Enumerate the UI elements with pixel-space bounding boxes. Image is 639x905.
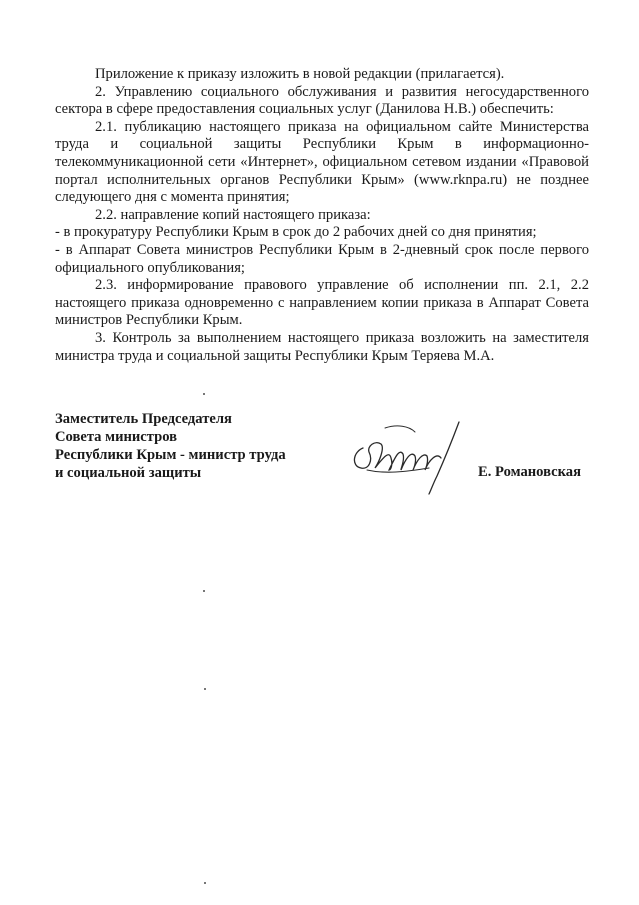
- paragraph-2: 2. Управлению социального обслуживания и развития негосударственного сектора в сфере предоставления социальных услуг (Данилова Н.В.) обеспечить:: [55, 83, 589, 118]
- paragraph-appendix: Приложение к приказу изложить в новой редакции (прилагается).: [95, 66, 505, 82]
- scan-speck: [203, 393, 205, 395]
- paragraph-2-1: 2.1. публикацию настоящего приказа на официальном сайте Министерства труда и социальной защиты Республики Крым в информационно-телекоммуникационной сети «Интернет», официальном сетевом издании «Правовой портал исполнительных органов Республики Крым» (www.rknpa.ru) не позднее следующего дня с момента принятия;: [55, 118, 589, 206]
- position-line: и социальной защиты: [55, 465, 202, 481]
- position-line: Республики Крым - министр труда: [55, 447, 286, 463]
- position-line: Заместитель Председателя: [55, 411, 232, 427]
- paragraph-2-2: 2.2. направление копий настоящего приказа:: [95, 206, 371, 223]
- scan-speck: [204, 688, 206, 690]
- handwritten-signature: [345, 418, 475, 498]
- paragraph-2-3: 2.3. информирование правового управление об исполнении пп. 2.1, 2.2 настоящего приказа одновременно с направлением копии приказа в Аппарат Совета министров Республики Крым.: [55, 277, 589, 329]
- scan-speck: [204, 882, 206, 884]
- scan-speck: [203, 590, 205, 592]
- signer-name: Е. Романовская: [478, 464, 581, 480]
- position-line: Совета министров: [55, 429, 178, 445]
- paragraph-2-2-apparatus: - в Аппарат Совета министров Республики Крым в 2-дневный срок после первого официального опубликования;: [55, 241, 589, 276]
- signatory-position: [55, 410, 355, 482]
- paragraph-3: 3. Контроль за выполнением настоящего приказа возложить на заместителя министра труда и социальной защиты Республики Крым Теряева М.А.: [55, 329, 589, 364]
- paragraph-2-2-prosecutor: - в прокуратуру Республики Крым в срок до 2 рабочих дней со дня принятия;: [55, 224, 537, 241]
- document-body: [55, 66, 589, 365]
